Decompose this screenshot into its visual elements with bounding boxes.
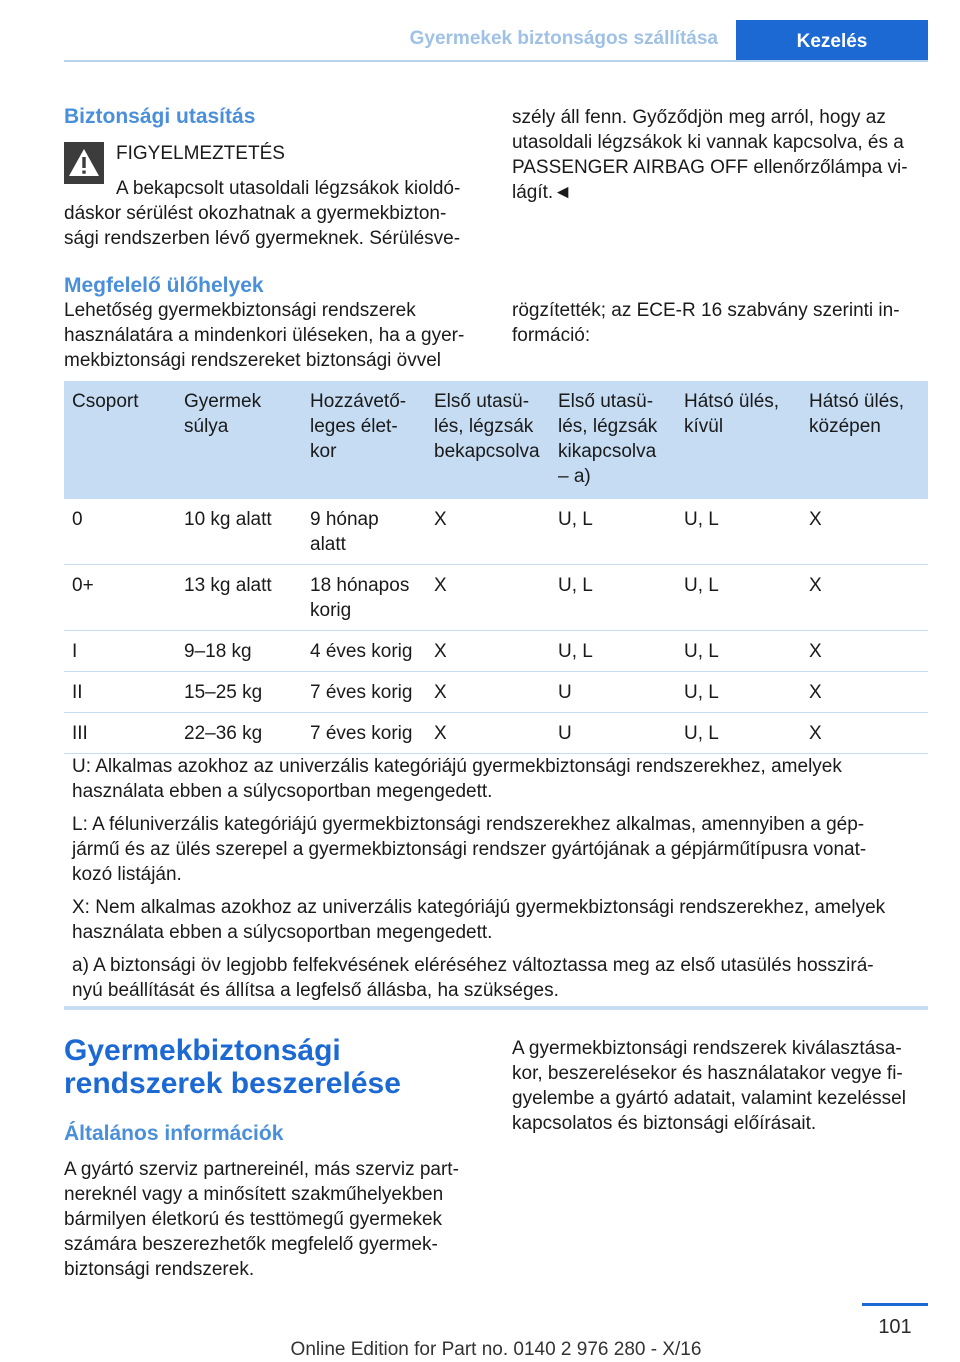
seats-right-line-1: rögzítették; az ECE-R 16 szabvány szerinti in-	[512, 300, 900, 321]
table-cell: 7 éves korig	[302, 713, 426, 754]
table-cell: U, L	[676, 499, 801, 565]
seats-heading: Megfelelő ülőhelyek	[64, 274, 264, 297]
install-right-line-4: kapcsolatos és biztonsági előírásait.	[512, 1113, 817, 1134]
table-cell: U, L	[550, 631, 676, 672]
seats-left-line-3: mekbiztonsági rendszereket biztonsági övvel	[64, 350, 442, 371]
header-section-title: Gyermekek biztonságos szállítása	[409, 28, 718, 49]
install-right-line-2: kor, beszerelésekor és használatakor vegye fi-	[512, 1063, 903, 1084]
seats-left-line-1: Lehetőség gyermekbiztonsági rendszerek	[64, 300, 416, 321]
table-header-cell: Hozzávető- leges élet- kor	[302, 381, 426, 499]
install-right-line-1: A gyermekbiztonsági rendszerek kiválasztása-	[512, 1038, 902, 1059]
table-cell: 18 hónapos korig	[302, 565, 426, 631]
install-title: Gyermekbiztonsági rendszerek beszerelése	[64, 1034, 401, 1100]
table-cell: 4 éves korig	[302, 631, 426, 672]
install-left-line-5: biztonsági rendszerek.	[64, 1259, 255, 1280]
table-cell: U, L	[676, 631, 801, 672]
safety-right-line-4: lágít.◄	[512, 182, 572, 203]
safety-left-line-3: sági rendszerben lévő gyermeknek. Sérülésve-	[64, 228, 461, 249]
table-cell: 0	[64, 499, 176, 565]
safety-right-line-1: szély áll fenn. Győződjön meg arról, hogy az	[512, 107, 886, 128]
table-cell: X	[426, 713, 550, 754]
table-cell: 13 kg alatt	[176, 565, 302, 631]
table-cell: I	[64, 631, 176, 672]
table-cell: X	[426, 631, 550, 672]
table-cell: X	[426, 499, 550, 565]
install-left-line-4: számára beszerezhetők megfelelő gyermek-	[64, 1234, 438, 1255]
table-cell: X	[801, 499, 928, 565]
table-cell: U, L	[676, 565, 801, 631]
table-header-cell: Csoport	[64, 381, 176, 499]
table-header-cell: Hátsó ülés, kívül	[676, 381, 801, 499]
table-cell: III	[64, 713, 176, 754]
table-row	[64, 631, 928, 672]
table-cell: 10 kg alatt	[176, 499, 302, 565]
table-cell: X	[801, 565, 928, 631]
safety-heading: Biztonsági utasítás	[64, 105, 256, 128]
table-cell: 0+	[64, 565, 176, 631]
table-cell: U	[550, 672, 676, 713]
table-row	[64, 565, 928, 631]
install-right-line-3: gyelembe a gyártó adatait, valamint kezeléssel	[512, 1088, 906, 1109]
table-cell: U	[550, 713, 676, 754]
table-header-cell: Első utasü- lés, légzsák bekapcsolva	[426, 381, 550, 499]
note-x: X: Nem alkalmas azokhoz az univerzális kategóriájú gyermekbiztonsági rendszerekhez, amelyek használata ebben a súlycsoportban megengedett.	[72, 897, 886, 943]
table-cell: X	[426, 672, 550, 713]
safety-left-line-2: dáskor sérülést okozhatnak a gyermekbizton-	[64, 203, 447, 224]
table-cell: U, L	[550, 499, 676, 565]
header-divider	[64, 60, 928, 62]
table-row	[64, 499, 928, 565]
footer-page-rule	[862, 1303, 928, 1306]
table-cell: U, L	[676, 672, 801, 713]
warning-label: FIGYELMEZTETÉS	[116, 143, 285, 164]
table-cell: 15–25 kg	[176, 672, 302, 713]
child-seat-table	[64, 381, 928, 754]
install-left-line-1: A gyártó szerviz partnereinél, más szerviz part-	[64, 1159, 459, 1180]
table-cell: 9–18 kg	[176, 631, 302, 672]
note-u: U: Alkalmas azokhoz az univerzális kategóriájú gyermekbiztonsági rendszerekhez, amelyek használata ebben a súlycsoportban megengedett.	[72, 756, 842, 802]
table-header-cell: Hátsó ülés, középen	[801, 381, 928, 499]
install-subheading: Általános információk	[64, 1122, 284, 1145]
safety-left-line-1: A bekapcsolt utasoldali légzsákok kioldó-	[116, 178, 461, 199]
table-cell: 9 hónap alatt	[302, 499, 426, 565]
footer-edition: Online Edition for Part no. 0140 2 976 280 - X/16	[290, 1339, 702, 1360]
warning-icon	[64, 142, 104, 184]
table-cell: U, L	[550, 565, 676, 631]
page-number: 101	[878, 1316, 912, 1338]
table-cell: 22–36 kg	[176, 713, 302, 754]
safety-right-line-2: utasoldali légzsákok ki vannak kapcsolva, és a	[512, 132, 904, 153]
table-cell: X	[426, 565, 550, 631]
safety-right-line-3: PASSENGER AIRBAG OFF ellenőrzőlámpa vi-	[512, 157, 908, 178]
notes-divider	[64, 1006, 928, 1010]
table-cell: II	[64, 672, 176, 713]
table-header-cell: Gyermek súlya	[176, 381, 302, 499]
install-left-line-2: nereknél vagy a minősített szakműhelyekben	[64, 1184, 444, 1205]
table-row	[64, 672, 928, 713]
seats-right-line-2: formáció:	[512, 325, 591, 346]
table-header-row	[64, 381, 928, 499]
install-left-line-3: bármilyen életkorú és testtömegű gyermekek	[64, 1209, 443, 1230]
table-cell: U, L	[676, 713, 801, 754]
note-l: L: A féluniverzális kategóriájú gyermekbiztonsági rendszerekhez alkalmas, amennyiben a gép- jármű és az ülés szerepel a gyermekbiztonsági rendszer gyártójának a gépjárműtípusra vonat- kozó listáján.	[72, 814, 867, 885]
table-cell: X	[801, 713, 928, 754]
table-notes	[64, 746, 928, 1011]
table-cell: X	[801, 672, 928, 713]
table-header-cell: Első utasü- lés, légzsák kikapcsolva – a)	[550, 381, 676, 499]
header-chapter-tab[interactable]: Kezelés	[736, 20, 928, 62]
table-cell: X	[801, 631, 928, 672]
seats-left-line-2: használatára a mindenkori üléseken, ha a gyer-	[64, 325, 465, 346]
table-cell: 7 éves korig	[302, 672, 426, 713]
note-a: a) A biztonsági öv legjobb felfekvésének eléréséhez változtassa meg az első utasülés hosszirá- nyú beállítását és állítsa a legfelső állásba, ha szükséges.	[72, 955, 874, 1001]
